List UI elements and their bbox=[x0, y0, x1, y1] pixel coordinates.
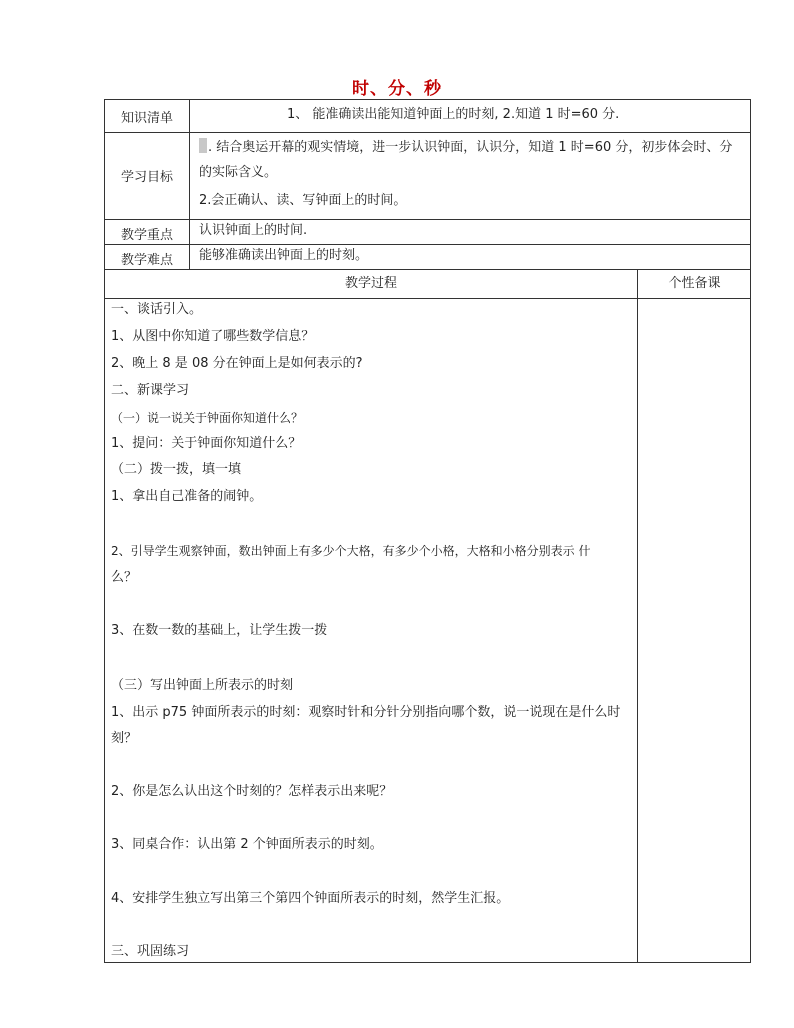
personal-notes-header: 个性备课 bbox=[668, 276, 721, 291]
process-line: 么？ bbox=[111, 570, 138, 585]
process-line: 3、在数一数的基础上，让学生拨一拨 bbox=[111, 623, 328, 638]
process-line: 1、出示 p75 钟面所表示的时刻：观察时针和分针分别指向哪个数，说一说现在是什么时 bbox=[111, 705, 621, 720]
process-line: 4、安排学生独立写出第三个第四个钟面所表示的时刻，然学生汇报。 bbox=[111, 891, 510, 906]
difficulty-text: 能够准确读出钟面上的时刻。 bbox=[199, 248, 369, 263]
column-divider bbox=[189, 100, 190, 270]
row-divider bbox=[105, 244, 750, 245]
row-divider bbox=[105, 132, 750, 133]
process-line: 2、引导学生观察钟面，数出钟面上有多少个大格，有多少个小格，大格和小格分别表示 什 bbox=[111, 544, 591, 558]
process-line: 三、巩固练习 bbox=[111, 944, 190, 959]
row-divider bbox=[105, 269, 750, 270]
process-line: 2、你是怎么认出这个时刻的？怎样表示出来呢？ bbox=[111, 784, 393, 799]
process-line: 二、新课学习 bbox=[111, 383, 190, 398]
column-divider bbox=[637, 270, 638, 963]
process-line: （三）写出钟面上所表示的时刻 bbox=[111, 678, 294, 693]
process-line: 2、晚上 8 是 08 分在钟面上是如何表示的? bbox=[111, 356, 363, 371]
lesson-plan-table bbox=[104, 99, 751, 963]
difficulty-label: 教学难点 bbox=[120, 253, 173, 268]
goals-label: 学习目标 bbox=[120, 170, 173, 185]
process-line: 1、提问：关于钟面你知道什么？ bbox=[111, 436, 302, 451]
key-point-label: 教学重点 bbox=[120, 228, 173, 243]
highlight-mark bbox=[199, 138, 207, 153]
knowledge-text: 1、 能准确读出能知道钟面上的时刻, 2.知道 1 时=60 分. bbox=[287, 107, 620, 122]
goals-line-2: 的实际含义。 bbox=[199, 165, 278, 180]
key-point-text: 认识钟面上的时间. bbox=[199, 223, 308, 238]
process-header: 教学过程 bbox=[344, 276, 397, 291]
process-line: 1、拿出自己准备的闹钟。 bbox=[111, 489, 263, 504]
goals-line-3: 2.会正确认、读、写钟面上的时间。 bbox=[199, 193, 407, 208]
knowledge-label: 知识清单 bbox=[120, 111, 173, 126]
process-line: 刻？ bbox=[111, 731, 138, 746]
process-line: （一）说一说关于钟面你知道什么？ bbox=[111, 411, 304, 425]
process-line: （二）拨一拨，填一填 bbox=[111, 462, 242, 477]
row-divider bbox=[105, 298, 750, 299]
process-line: 3、同桌合作：认出第 2 个钟面所表示的时刻。 bbox=[111, 837, 383, 852]
process-line: 1、从图中你知道了哪些数学信息？ bbox=[111, 329, 315, 344]
process-line: 一、谈话引入。 bbox=[111, 302, 203, 317]
goals-line-1: . 结合奥运开幕的观实情境，进一步认识钟面，认识分，知道 1 时=60 分，初步体会时、分 bbox=[199, 138, 732, 157]
row-divider bbox=[105, 219, 750, 220]
page-title: 时、分、秒 bbox=[352, 79, 442, 99]
